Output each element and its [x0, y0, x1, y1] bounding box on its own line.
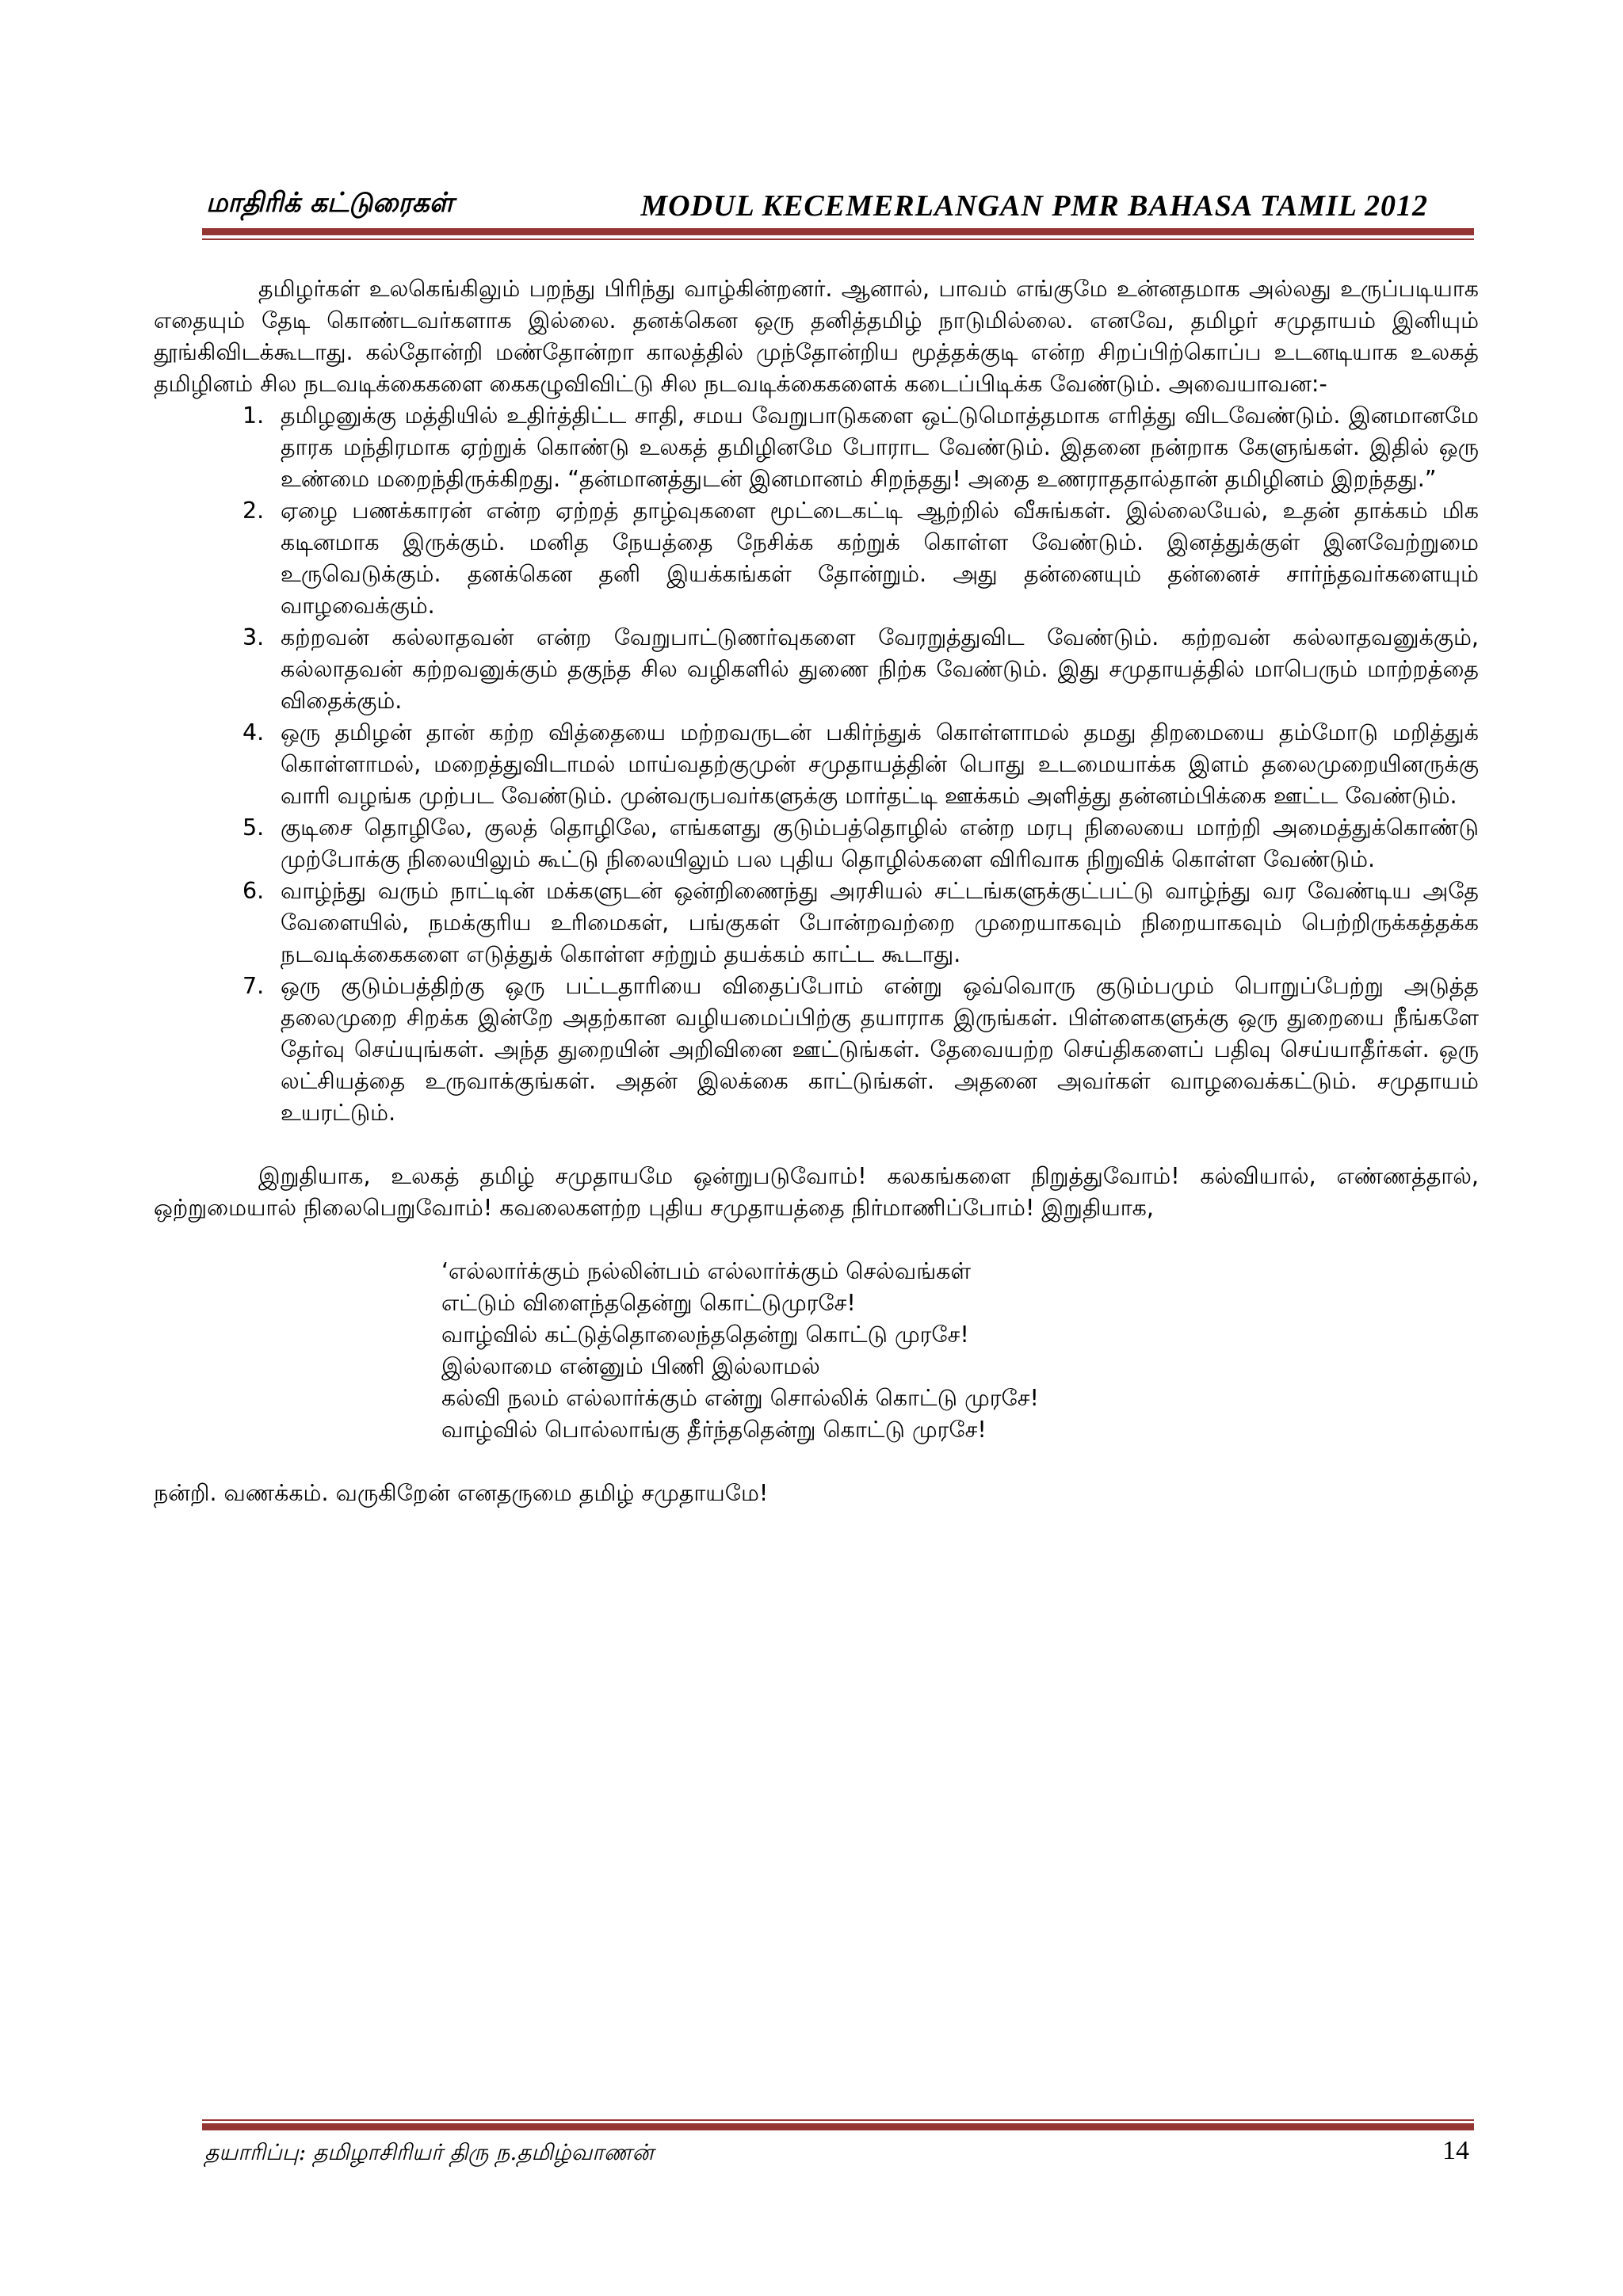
spacer [154, 1224, 1479, 1256]
conclusion-paragraph: இறுதியாக, உலகத் தமிழ் சமுதாயமே ஒன்றுபடுவோம்! கலகங்களை நிறுத்துவோம்! கல்வியால், எண்ணத்தால், ஒற்றுமையால் நிலைபெறுவோம்! கவலைகளற்ற புதிய சமுதாயத்தை நிர்மாணிப்போம்! இறுதியாக, [154, 1163, 1479, 1221]
page-number: 14 [1442, 2136, 1469, 2165]
header-rule-thin [202, 238, 1474, 240]
list-item-number: 4. [242, 719, 265, 746]
poem-line: வாழ்வில் கட்டுத்தொலைந்ததென்று கொட்டு முரசே! [441, 1322, 969, 1348]
footer-rule-thin [202, 2119, 1474, 2121]
list-item [154, 812, 1479, 875]
intro-paragraph: தமிழர்கள் உலகெங்கிலும் பறந்து பிரிந்து வாழ்கின்றனர். ஆனால், பாவம் எங்குமே உன்னதமாக அல்லது உருப்படியாக எதையும் தேடி கொண்டவர்களாக இல்லை. தனக்கென ஒரு தனித்தமிழ் நாடுமில்லை. எனவே, தமிழர் சமுதாயம் இனியும் தூங்கிவிடக்கூடாது. கல்தோன்றி மண்தோன்றா காலத்தில் முந்தோன்றிய மூத்தக்குடி என்ற சிறப்பிற்கொப்ப உடனடியாக உலகத் தமிழினம் சில நடவடிக்கைகளை கைகழுவிவிட்டு சில நடவடிக்கைகளைக் கடைப்பிடிக்க வேண்டும். அவையாவன:- [154, 276, 1479, 397]
header-module-title: MODUL KECEMERLANGAN PMR BAHASA TAMIL 2012 [640, 189, 1428, 223]
spacer [154, 1446, 1479, 1478]
poem-line: எட்டும் விளைந்ததென்று கொட்டுமுரசே! [441, 1290, 856, 1316]
list-item [154, 495, 1479, 622]
list-item-number: 2. [242, 498, 265, 524]
closing-line: நன்றி. வணக்கம். வருகிறேன் எனதருமை தமிழ் சமுதாயமே! [154, 1480, 769, 1506]
list-item [154, 400, 1479, 495]
list-item-text: தமிழனுக்கு மத்தியில் உதிர்த்திட்ட சாதி, சமய வேறுபாடுகளை ஒட்டுமொத்தமாக எரித்து விடவேண்டும். இனமானமே தாரக மந்திரமாக ஏற்றுக் கொண்டு உலகத் தமிழினமே போராட வேண்டும். இதனை நன்றாக கேளுங்கள். இதில் ஒரு உண்மை மறைந்திருக்கிறது. “தன்மானத்துடன் இனமானம் சிறந்தது! அதை உணராததால்தான் தமிழினம் இறந்தது.” [281, 402, 1479, 492]
action-list [154, 400, 1479, 1129]
list-item-number: 3. [242, 624, 265, 650]
poem-line: வாழ்வில் பொல்லாங்கு தீர்ந்ததென்று கொட்டு முரசே! [441, 1417, 987, 1443]
poem-line: இல்லாமை என்னும் பிணி இல்லாமல் [441, 1353, 820, 1379]
list-item-number: 1. [242, 402, 265, 429]
page-header [200, 182, 1476, 230]
list-item [154, 971, 1479, 1129]
poem-quote [441, 1256, 1479, 1446]
list-item [154, 875, 1479, 971]
header-section-title: மாதிரிக் கட்டுரைகள் [206, 187, 454, 219]
list-item-text: ஏழை பணக்காரன் என்ற ஏற்றத் தாழ்வுகளை மூட்டைகட்டி ஆற்றில் வீசுங்கள். இல்லையேல், உதன் தாக்கம் மிக கடினமாக இருக்கும். மனித நேயத்தை நேசிக்க கற்றுக் கொள்ள வேண்டும். இனத்துக்குள் இனவேற்றுமை உருவெடுக்கும். தனக்கென தனி இயக்கங்கள் தோன்றும். அது தன்னையும் தன்னைச் சார்ந்தவர்களையும் வாழவைக்கும். [281, 498, 1479, 619]
list-item-text: ஒரு குடும்பத்திற்கு ஒரு பட்டதாரியை விதைப்போம் என்று ஒவ்வொரு குடும்பமும் பொறுப்பேற்று அடுத்த தலைமுறை சிறக்க இன்றே அதற்கான வழியமைப்பிற்கு தயாராக இருங்கள். பிள்ளைகளுக்கு ஒரு துறையை நீங்களே தேர்வு செய்யுங்கள். அந்த துறையின் அறிவினை ஊட்டுங்கள். தேவையற்ற செய்திகளைப் பதிவு செய்யாதீர்கள். ஒரு லட்சியத்தை உருவாக்குங்கள். அதன் இலக்கை காட்டுங்கள். அதனை அவர்கள் வாழவைக்கட்டும். சமுதாயம் உயரட்டும். [281, 973, 1479, 1126]
header-rule-thick [202, 228, 1474, 235]
list-item-text: கற்றவன் கல்லாதவன் என்ற வேறுபாட்டுணர்வுகளை வேரறுத்துவிட வேண்டும். கற்றவன் கல்லாதவனுக்கும், கல்லாதவன் கற்றவனுக்கும் தகுந்த சில வழிகளில் துணை நிற்க வேண்டும். இது சமுதாயத்தில் மாபெரும் மாற்றத்தை விதைக்கும். [281, 624, 1479, 714]
list-item-text: ஒரு தமிழன் தான் கற்ற வித்தையை மற்றவருடன் பகிர்ந்துக் கொள்ளாமல் தமது திறமையை தம்மோடு மறித்துக் கொள்ளாமல், மறைத்துவிடாமல் மாய்வதற்குமுன் சமுதாயத்தின் பொது உடமையாக்க இளம் தலைமுறையினருக்கு வாரி வழங்க முற்பட வேண்டும். முன்வருபவர்களுக்கு மார்தட்டி ஊக்கம் அளித்து தன்னம்பிக்கை ஊட்ட வேண்டும். [281, 719, 1479, 809]
essay-body [154, 273, 1479, 1509]
list-item [154, 622, 1479, 717]
list-item-number: 6. [242, 878, 265, 904]
list-item-number: 7. [242, 973, 265, 999]
footer-author: தயாரிப்பு: தமிழாசிரியர் திரு ந.தமிழ்வாணன் [204, 2139, 654, 2165]
footer-rule-thick [202, 2123, 1474, 2130]
list-item-text: வாழ்ந்து வரும் நாட்டின் மக்களுடன் ஒன்றிணைந்து அரசியல் சட்டங்களுக்குட்பட்டு வாழ்ந்து வர வேண்டிய அதே வேளையில், நமக்குரிய உரிமைகள், பங்குகள் போன்றவற்றை முறையாகவும் நிறையாகவும் பெற்றிருக்கத்தக்க நடவடிக்கைகளை எடுத்துக் கொள்ள சற்றும் தயக்கம் காட்ட கூடாது. [281, 878, 1479, 967]
list-item-number: 5. [242, 814, 265, 841]
poem-line: கல்வி நலம் எல்லார்க்கும் என்று சொல்லிக் கொட்டு முரசே! [441, 1385, 1039, 1411]
list-item [154, 717, 1479, 812]
list-item-text: குடிசை தொழிலே, குலத் தொழிலே, எங்களது குடும்பத்தொழில் என்ற மரபு நிலையை மாற்றி அமைத்துக்கொண்டு முற்போக்கு நிலையிலும் கூட்டு நிலையிலும் பல புதிய தொழில்களை விரிவாக நிறுவிக் கொள்ள வேண்டும். [281, 814, 1479, 872]
poem-line: ‘எல்லார்க்கும் நல்லின்பம் எல்லார்க்கும் செல்வங்கள் [441, 1258, 972, 1284]
spacer [154, 1129, 1479, 1161]
